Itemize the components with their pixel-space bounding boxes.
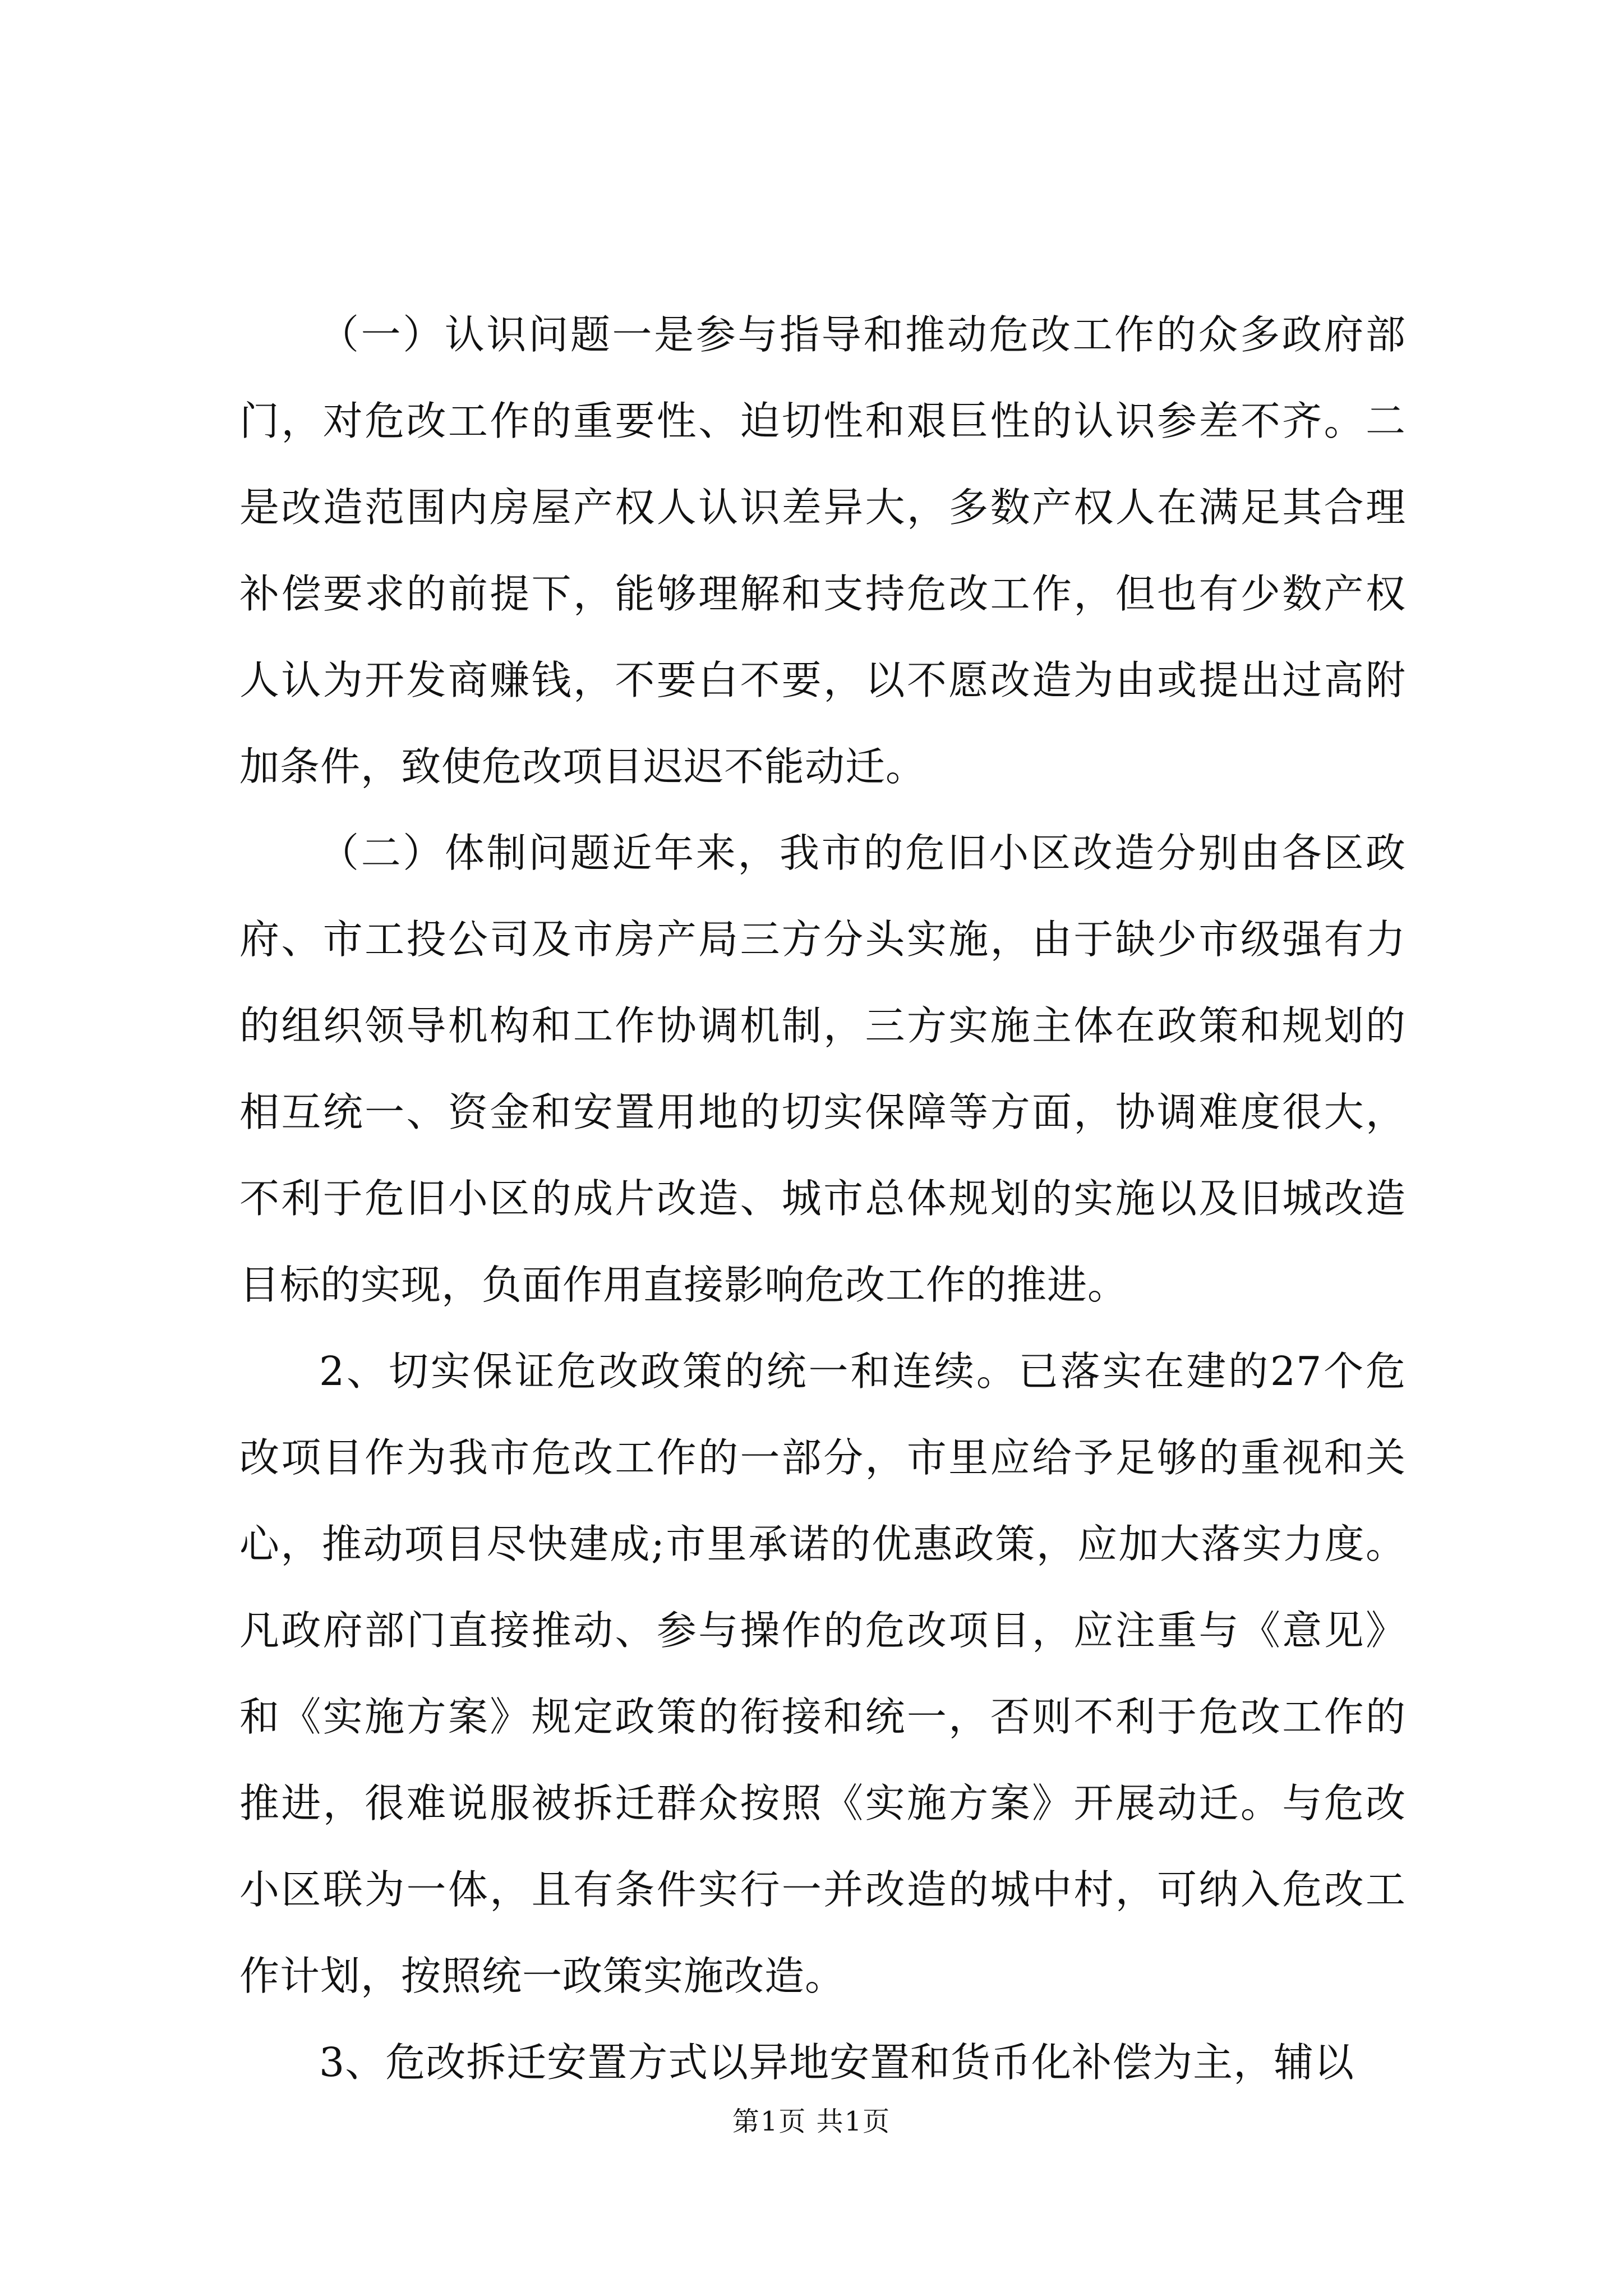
- paragraph-relocation-method: 3、危改拆迁安置方式以异地安置和货币化补偿为主，辅以: [319, 2039, 1355, 2086]
- paragraph-institutional-issue: （二）体制问题近年来，我市的危旧小区改造分别由各区政府、市工投公司及市房产局三方分头实施，由于缺少市级强有力的组织领导机构和工作协调机制，三方实施主体在政策和规划的相互统一、资金和安置用地的切实保障等方面，协调难度很大，不利于危旧小区的成片改造、城市总体规划的实施以及旧城改造目标的实现，负面作用直接影响危改工作的推进。: [239, 830, 1406, 1308]
- document-body: [239, 292, 1406, 2106]
- paragraph-policy-consistency: 2、切实保证危改政策的统一和连续。已落实在建的27个危改项目作为我市危改工作的一部分，市里应给予足够的重视和关心，推动项目尽快建成;市里承诺的优惠政策，应加大落实力度。凡政府部门直接推动、参与操作的危改项目，应注重与《意见》和《实施方案》规定政策的衔接和统一，否则不利于危改工作的推进，很难说服被拆迁群众按照《实施方案》开展动迁。与危改小区联为一体，且有条件实行一并改造的城中村，可纳入危改工作计划，按照统一政策实施改造。: [239, 1348, 1406, 1999]
- paragraph-awareness-issue: （一）认识问题一是参与指导和推动危改工作的众多政府部门，对危改工作的重要性、迫切性和艰巨性的认识参差不齐。二是改造范围内房屋产权人认识差异大，多数产权人在满足其合理补偿要求的前提下，能够理解和支持危改工作，但也有少数产权人认为开发商赚钱，不要白不要，以不愿改造为由或提出过高附加条件，致使危改项目迟迟不能动迁。: [239, 311, 1406, 790]
- page-footer: 第1页 共1页: [732, 2106, 891, 2137]
